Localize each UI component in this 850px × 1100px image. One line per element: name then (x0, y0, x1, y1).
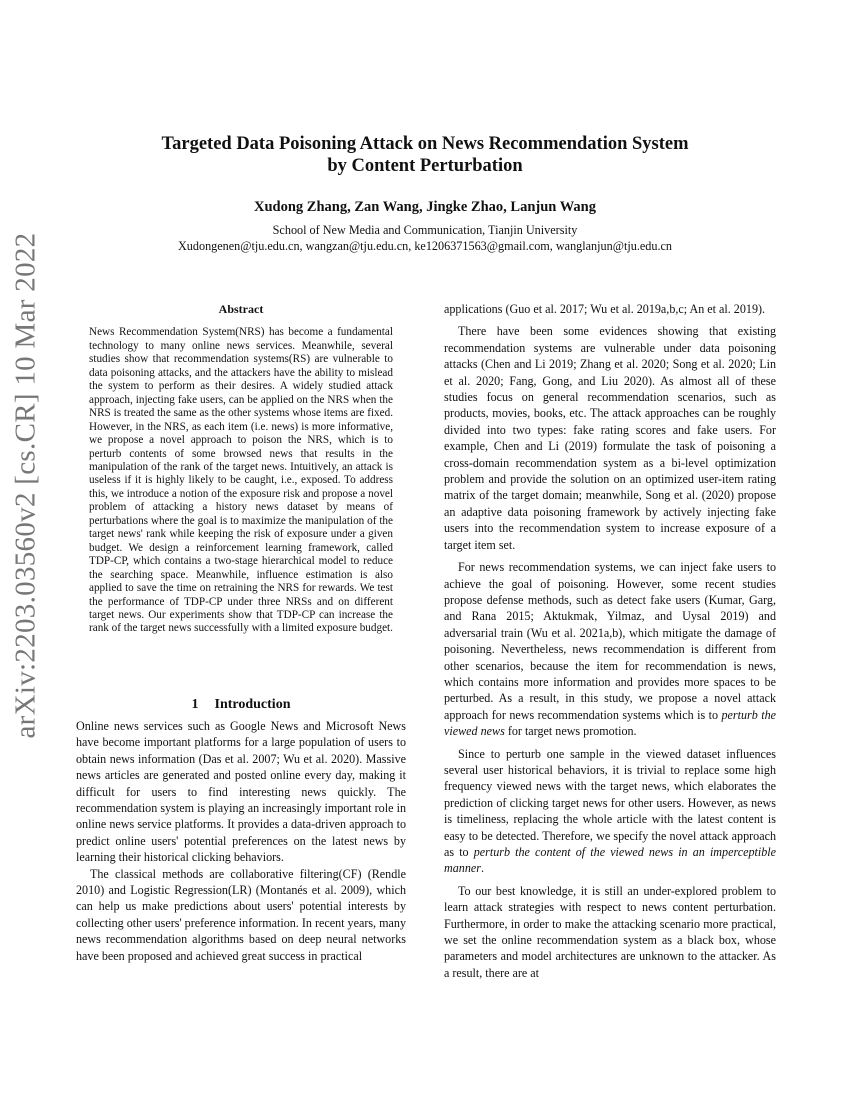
paragraph: To our best knowledge, it is still an under-explored problem to learn attack strategies with respect to news content perturbation. Furthermore, in order to make the attacking scenario more practical, we set the online recommendation system as a black box, whose parameters and model architectures are unknown to the attacker. As a result, there are at (444, 883, 776, 980)
introduction-column (76, 718, 406, 964)
section-title: Introduction (214, 697, 291, 712)
affiliation: School of New Media and Communication, Tianjin University (272, 223, 578, 237)
paragraph-text: Since to perturb one sample in the viewed dataset influences several user historical behaviors, it is trivial to replace some high frequency viewed news with the target news, which elaborates the prediction of clicking target news for other users. However, as news is timeliness, replacing the whole article with the latest content is easy to be detected. Therefore, we specify the novel attack approach as to (444, 746, 776, 859)
paragraph: applications (Guo et al. 2017; Wu et al. 2019a,b,c; An et al. 2019). (444, 302, 766, 316)
paragraph: There have been some evidences showing that existing recommendation systems are vulnerable under data poisoning attacks (Chen and Li 2019; Zhang et al. 2020; Song et al. 2020; Lin et al. 2020; Fang, Gong, and Liu 2020). As almost all of these studies focus on general recommendation scenarios, such as products, movies, books, etc. The attack approaches can be roughly divided into two types: fake rating scores and fake users. For example, Chen and Li (2019) formulate the task of poisoning a cross-domain recommendation system as a bi-level optimization problem and provide the solution on an optimized user-item rating matrix of the target domain; meanwhile, Song et al. (2020) propose an adaptive data poisoning framework by actively injecting fake users into the recommendation system to increase exposure of a target item set. (444, 324, 776, 552)
title-line-1: Targeted Data Poisoning Attack on News Recommendation System (161, 134, 689, 154)
title-line-2: by Content Perturbation (327, 156, 523, 176)
abstract-heading: Abstract (218, 302, 264, 316)
paragraph: The classical methods are collaborative filtering(CF) (Rendle 2010) and Logistic Regression(LR) (Montanés et al. 2009), which can help us make predictions about users' potential interests by collecting other users' preference information. In recent years, many news recommendation algorithms based on deep neural networks have been proposed and achieved great success in practical (76, 866, 406, 963)
paragraph (444, 746, 776, 877)
paper-title (100, 133, 750, 177)
emphasis-text: perturb the viewed news (444, 707, 776, 739)
abstract-section (89, 303, 393, 636)
section-number: 1 (191, 697, 199, 712)
authors: Xudong Zhang, Zan Wang, Jingke Zhao, Lanjun Wang (254, 199, 596, 215)
emphasis-text: perturb the content of the viewed news in an imperceptible manner (444, 845, 776, 876)
right-column (444, 301, 776, 981)
paragraph-text: . (480, 861, 484, 876)
paragraph: Online news services such as Google News and Microsoft News have become important platforms for a large population of users to obtain news information (Das et al. 2007; Wu et al. 2020). Massive news articles are generated and posted online every day, making it difficult for users to find interesting news quickly. The recommendation system is playing an increasingly important role in online news service platforms. It provides a data-driven approach to predict online users' potential preferences on the latest news by learning their historical clicking behaviors. (76, 719, 406, 865)
section-heading-introduction (76, 697, 406, 713)
paragraph-text: For news recommendation systems, we can inject fake users to achieve the goal of poisoning. However, some recent studies propose defense methods, such as detect fake users (Kumar, Garg, and Rana 2015; Aktukmak, Yilmaz, and Uysal 2019) and adversarial train (Wu et al. 2021a,b), which mitigate the damage of poisoning. Nevertheless, news recommendation is different from other scenarios, because the item for recommendation is news, which contains more information and provides more spaces to be perturbed. As a result, in this study, we propose a novel attack approach for news recommendation systems which is to (444, 560, 776, 722)
abstract-text: News Recommendation System(NRS) has become a fundamental technology to many online news services. Meanwhile, several studies show that recommendation systems(RS) are vulnerable to data poisoning attacks, and the attackers have the ability to mislead the system to perform as their desires. A widely studied attack approach, injecting fake users, can be applied on the NRS when the NRS is treated the same as the other systems whose items are fixed. However, in the NRS, as each item (i.e. news) is more informative, we propose a novel approach to poison the NRS, which is to perturb contents of some browsed news that results in the manipulation of the rank of the target news. Intuitively, an attack is useless if it is highly likely to be caught, i.e., exposed. To address this, we introduce a notion of the exposure risk and propose a novel problem of attacking a history news dataset by means of perturbations where the goal is to maximize the manipulation of the target news' rank while keeping the risk of exposure under a given budget. We design a reinforcement learning framework, called TDP-CP, which contains a two-stage hierarchical model to reduce the searching space. Meanwhile, influence estimation is also applied to save the time on retraining the NRS for rewards. We test the performance of TDP-CP under three NRSs and on different target news. Our experiments show that TDP-CP can increase the rank of the target news successfully with a limited exposure budget. (89, 326, 393, 635)
paragraph-text: for target news promotion. (504, 724, 637, 739)
author-emails: Xudongenen@tju.edu.cn, wangzan@tju.edu.cn, ke1206371563@gmail.com, wanglanjun@tju.edu.cn (177, 239, 673, 253)
arxiv-sidebar (4, 232, 48, 738)
paragraph (444, 559, 776, 739)
arxiv-id: arXiv:2203.03560v2 [cs.CR] 10 Mar 2022 (9, 232, 42, 738)
